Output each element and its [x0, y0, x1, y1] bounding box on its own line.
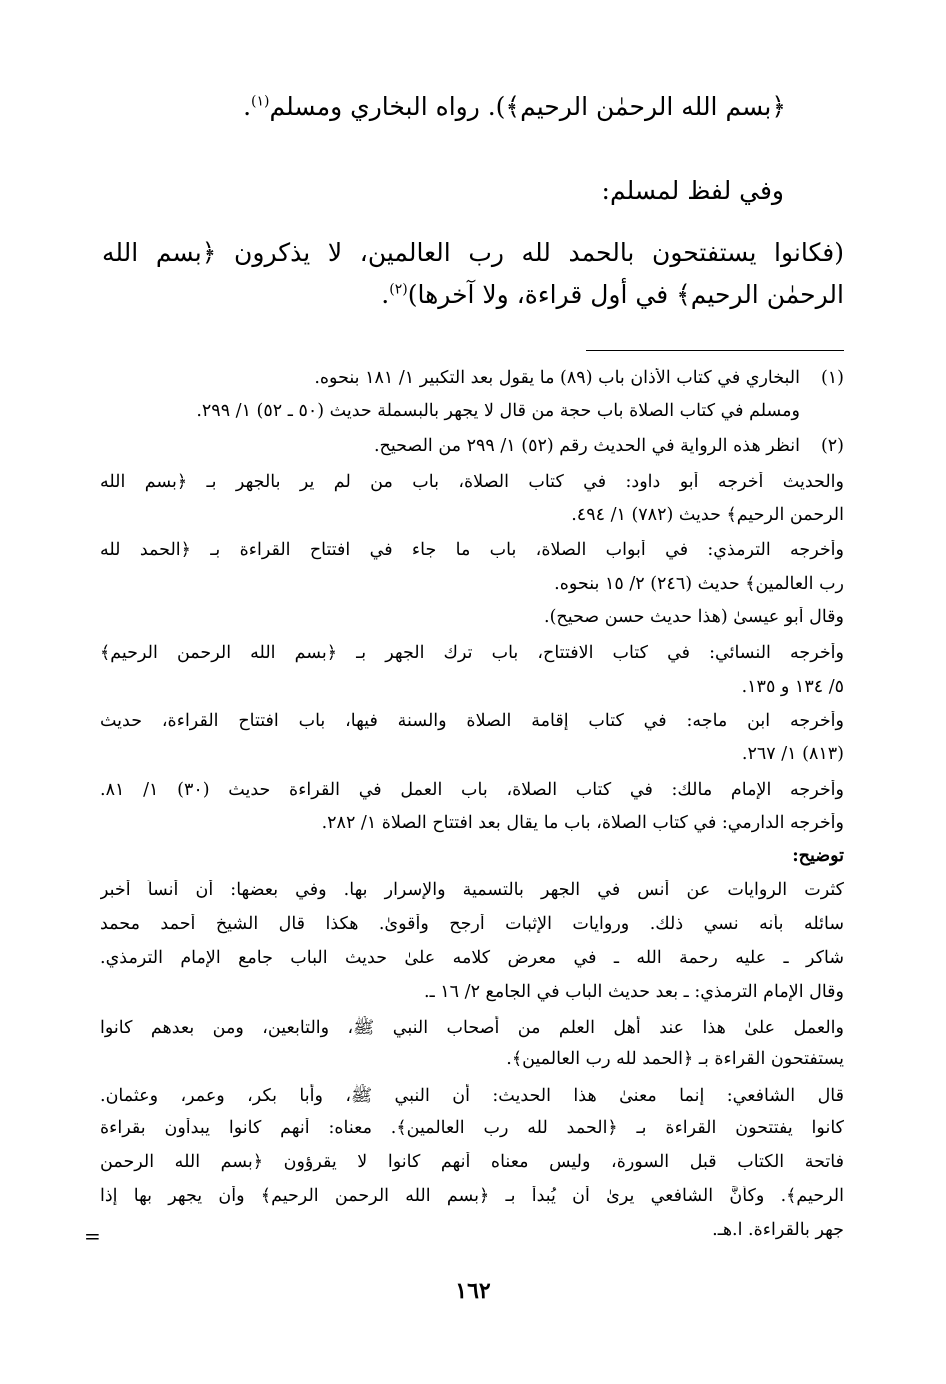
footnote-ref-1[interactable]: (١) — [251, 93, 270, 110]
clarification-line: فاتحة الكتاب قبل السورة، وليس معناه أنهم كانوا لا يقرؤون ﴿بسم الله الرحمن — [100, 1152, 844, 1172]
clarification-heading: توضيح: — [792, 846, 844, 866]
clarification-line: قال الشافعي: إنما معنىٰ هذا الحديث: أن النبي ﷺ، وأبا بكر، وعمر، وعثمان. — [100, 1086, 844, 1106]
footnote-separator — [586, 350, 844, 351]
footnote-2-line: والحديث أخرجه أبو داود: في كتاب الصلاة، باب من لم ير بالجهر بـ ﴿بسم الله — [100, 472, 844, 492]
footnote-2-line: وأخرجه النسائي: في كتاب الافتتاح، باب ترك الجهر بـ ﴿بسم الله الرحمن الرحيم﴾ — [100, 643, 844, 663]
clarification-line: سائله بأنه نسي ذلك. وروايات الإثبات أرجح وأقوىٰ. هكذا قال الشيخ أحمد محمد — [100, 914, 844, 934]
footnote-ref-2[interactable]: (٢) — [389, 281, 408, 298]
clarification-line: جهر بالقراءة. ا.هـ. — [712, 1220, 844, 1240]
main-text-line-4: الرحمٰن الرحيم﴾ في أول قراءة، ولا آخرها)$^{(٢)}$. — [381, 280, 844, 309]
main-text-line-2: وفي لفظ لمسلم: — [601, 176, 784, 205]
footnote-1-number: (١) — [820, 368, 844, 388]
clarification-line: شاكر ـ عليه رحمة الله ـ في معرض كلامه علىٰ حديث الباب جامع الإمام الترمذي. — [100, 948, 844, 968]
clarification-line: وقال الإمام الترمذي: ـ بعد حديث الباب في الجامع ٢/ ١٦ ـ. — [424, 982, 844, 1002]
main-text-line-1: ﴿بسم الله الرحمٰن الرحيم﴾). رواه البخاري ومسلم$^{(١)}$. — [243, 92, 786, 121]
footnote-2-line: وأخرجه ابن ماجه: في كتاب إقامة الصلاة والسنة فيها، باب افتتاح القراءة، حديث — [100, 711, 844, 731]
footnote-2-line: رب العالمين﴾ حديث (٢٤٦) ٢/ ١٥ بنحوه. — [554, 574, 844, 594]
footnote-2-line: وأخرجه الدارمي: في كتاب الصلاة، باب ما يقال بعد افتتاح الصلاة ١/ ٢٨٢. — [321, 813, 844, 833]
footnote-2-line: وقال أبو عيسىٰ (هذا حديث حسن صحيح). — [544, 607, 844, 627]
clarification-line: كثرت الروايات عن أنس في الجهر بالتسمية والإسرار بها. وفي بعضها: أن أنساً أخبر — [100, 880, 844, 900]
footnote-2-line: ٥/ ١٣٤ و ١٣٥. — [741, 677, 844, 697]
footnote-1-line-2: ومسلم في كتاب الصلاة باب حجة من قال لا يجهر بالبسملة حديث (٥٠ ـ ٥٢) ١/ ٢٩٩. — [196, 401, 800, 421]
footnote-2-line: وأخرجه الترمذي: في أبواب الصلاة، باب ما جاء في افتتاح القراءة بـ ﴿الحمد لله — [100, 540, 844, 560]
footnote-2-number: (٢) — [820, 436, 844, 456]
footnote-2-line: انظر هذه الرواية في الحديث رقم (٥٢) ١/ ٢٩٩ من الصحيح. — [373, 436, 800, 456]
clarification-line: الرحيم﴾. وكأنَّ الشافعي يرىٰ أن يُبدأ بـ ﴿بسم الله الرحمن الرحيم﴾ وأن يجهر بها إذا — [100, 1186, 844, 1206]
footnote-2-line: وأخرجه الإمام مالك: في كتاب الصلاة، باب العمل في القراءة حديث (٣٠) ١/ ٨١. — [100, 780, 844, 800]
clarification-line: يستفتحون القراءة بـ ﴿الحمد لله رب العالمين﴾. — [506, 1049, 844, 1069]
clarification-line: والعمل علىٰ هذا عند أهل العلم من أصحاب النبي ﷺ، والتابعين، ومن بعدهم كانوا — [100, 1018, 844, 1038]
main-text-line-3: (فكانوا يستفتحون بالحمد لله رب العالمين، لا يذكرون ﴿بسم الله — [102, 238, 844, 267]
continuation-mark: = — [84, 1224, 101, 1248]
page-number: ١٦٢ — [455, 1278, 491, 1304]
footnote-2-line: الرحمن الرحيم﴾ حديث (٧٨٢) ١/ ٤٩٤. — [571, 505, 844, 525]
footnote-1-line-1: البخاري في كتاب الأذان باب (٨٩) ما يقول بعد التكبير ١/ ١٨١ بنحوه. — [314, 368, 800, 388]
footnote-2-line: (٨١٣) ١/ ٢٦٧. — [741, 744, 844, 764]
clarification-line: كانوا يفتتحون القراءة بـ ﴿الحمد لله رب العالمين﴾. معناه: أنهم كانوا يبدأون بقراءة — [100, 1118, 844, 1138]
